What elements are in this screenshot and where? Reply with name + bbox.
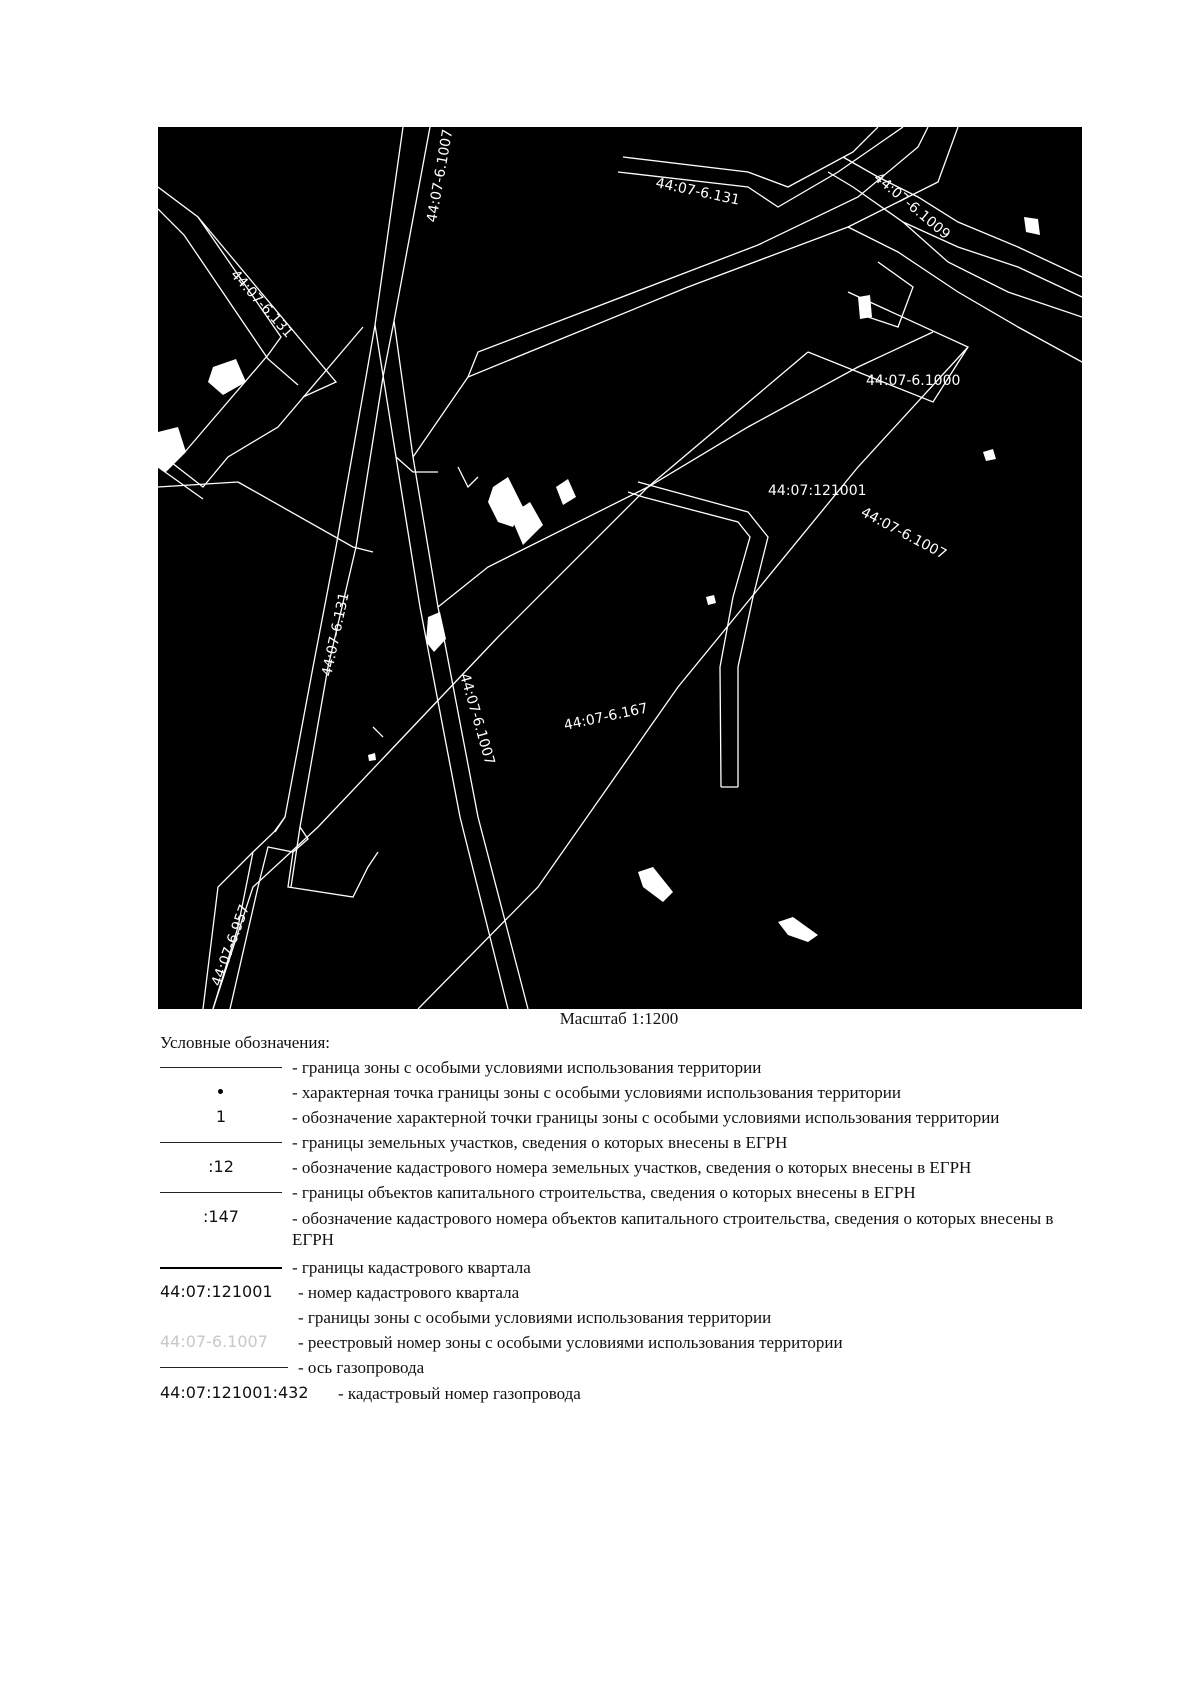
legend-row xyxy=(0,1206,1200,1254)
label-left-131: 44:07-6.131 xyxy=(319,590,353,678)
legend-row xyxy=(0,1131,1200,1155)
label-top-1007: 44:07-6.1007 xyxy=(424,127,457,224)
legend-row xyxy=(0,1056,1200,1080)
legend-row xyxy=(0,1081,1200,1105)
legend-symbol-quarter-boundary xyxy=(160,1256,282,1280)
legend-symbol-parcel-boundary xyxy=(160,1131,282,1155)
legend-description: - характерная точка границы зоны с особыми условиями использования территории xyxy=(292,1083,901,1102)
legend-row xyxy=(0,1181,1200,1205)
legend-description: - границы кадастрового квартала xyxy=(292,1258,531,1277)
label-tl-131: 44:07-6.131 xyxy=(227,266,297,342)
legend-description: - обозначение кадастрового номера объектов капитального строительства, сведения о которых внесены в ЕГРН xyxy=(292,1209,1054,1249)
map-canvas xyxy=(158,127,1082,1009)
legend-symbol-point-label: 1 xyxy=(215,1107,227,1126)
legend-symbol-building-boundary xyxy=(160,1181,282,1205)
legend-description: - обозначение кадастрового номера земельных участков, сведения о которых внесены в ЕГРН xyxy=(292,1158,972,1177)
label-top-131: 44:07-6.131 xyxy=(654,175,742,209)
legend-description: - ось газопровода xyxy=(298,1358,425,1377)
label-tr-1009: 44:07-6.1009 xyxy=(870,169,954,243)
legend-description: - реестровый номер зоны с особыми условиями использования территории xyxy=(298,1333,843,1352)
legend-description: - обозначение характерной точки границы зоны с особыми условиями использования территории xyxy=(292,1108,1000,1127)
legend-description: - границы зоны с особыми условиями использования территории xyxy=(298,1308,772,1327)
legend-symbol-quarter-number: 44:07:121001 xyxy=(160,1282,273,1301)
legend-symbol-parcel-number: :12 xyxy=(208,1157,234,1176)
legend-row xyxy=(0,1382,1200,1406)
legend-symbol-point xyxy=(160,1081,282,1105)
legend-description: - номер кадастрового квартала xyxy=(298,1283,520,1302)
label-vert-1007: 44:07-6.1007 xyxy=(456,671,498,767)
legend-row xyxy=(0,1106,1200,1130)
label-zone-121001: 44:07:121001 xyxy=(768,483,867,499)
legend-row xyxy=(0,1356,1200,1380)
legend-description: - кадастровый номер газопровода xyxy=(338,1384,581,1403)
legend-symbol-zone-number: 44:07-6.1007 xyxy=(160,1332,268,1351)
legend-description: - границы объектов капитального строительства, сведения о которых внесены в ЕГРН xyxy=(292,1183,916,1202)
legend-symbol-pipeline-number: 44:07:121001:432 xyxy=(160,1383,309,1402)
legend-description: - граница зоны с особыми условиями использования территории xyxy=(292,1058,762,1077)
map-labels xyxy=(209,128,961,988)
legend-symbol-building-number: :147 xyxy=(203,1207,239,1226)
label-bl-957: 44:07-6.957 xyxy=(208,902,253,989)
legend-title: Условные обозначения: xyxy=(160,1033,331,1052)
legend-row xyxy=(0,1156,1200,1180)
label-mid-1007: 44:07-6.1007 xyxy=(858,504,949,563)
legend-row xyxy=(0,1281,1200,1305)
legend-description: - границы земельных участков, сведения о которых внесены в ЕГРН xyxy=(292,1133,788,1152)
legend-row xyxy=(0,1306,1200,1330)
label-zone-167: 44:07-6.167 xyxy=(562,700,650,734)
legend-symbol-zone-boundary xyxy=(160,1056,282,1080)
label-zone-1000: 44:07-6.1000 xyxy=(866,373,961,389)
legend-symbol-pipeline-axis xyxy=(160,1356,288,1380)
cadastral-map xyxy=(158,127,1082,1009)
legend-row xyxy=(0,1331,1200,1355)
map-boundaries xyxy=(158,127,1082,1009)
map-scale: Масштаб 1:1200 xyxy=(559,1009,679,1028)
legend-symbol-zone-boundary-2 xyxy=(160,1306,282,1330)
legend-row xyxy=(0,1256,1200,1280)
